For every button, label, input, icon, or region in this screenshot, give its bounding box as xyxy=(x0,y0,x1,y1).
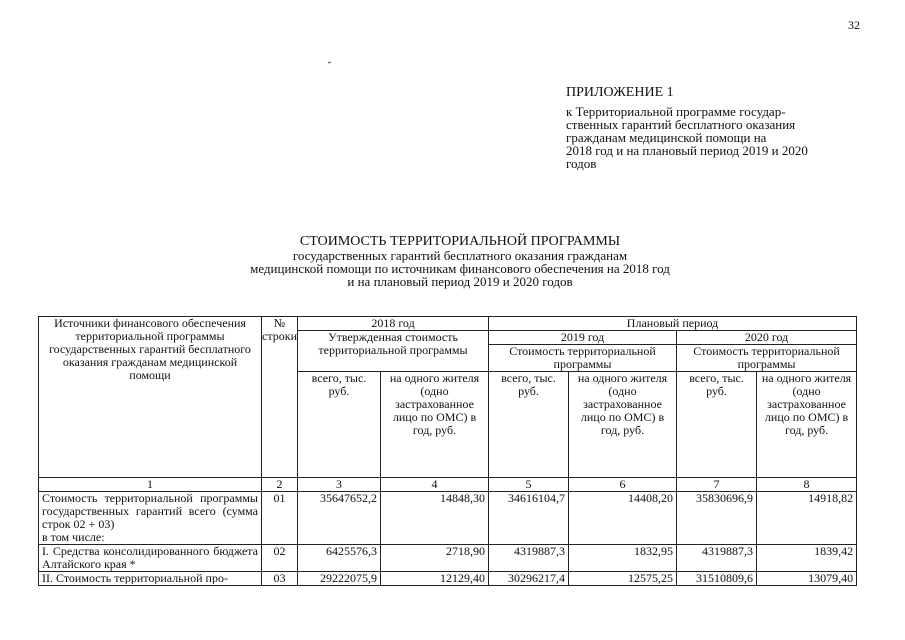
header-per-capita-2018: на одного жителя (одно застрахованное лицо по ОМС) в год, руб. xyxy=(381,372,489,478)
column-number: 7 xyxy=(677,478,757,492)
row-note: в том числе: xyxy=(42,530,105,544)
appendix-line: к Территориальной программе государ- xyxy=(566,104,786,119)
title-line: и на плановый период 2019 и 2020 годов xyxy=(347,274,573,289)
header-cost-2019: Стоимость территориальной программы xyxy=(489,345,677,372)
row-line-number: 01 xyxy=(262,492,298,545)
row-line-number: 02 xyxy=(262,545,298,572)
appendix-block xyxy=(566,86,866,170)
column-number: 3 xyxy=(298,478,381,492)
table-row xyxy=(39,572,857,586)
scan-speck xyxy=(328,62,331,64)
title-line: государственных гарантий бесплатного оказания гражданам xyxy=(292,248,628,263)
header-per-capita-2019: на одного жителя (одно застрахованное лицо по ОМС) в год, руб. xyxy=(569,372,677,478)
cell-2018-total: 29222075,9 xyxy=(298,572,381,586)
cell-2020-total: 4319887,3 xyxy=(677,545,757,572)
cell-2019-total: 34616104,7 xyxy=(489,492,569,545)
header-year-2018: 2018 год xyxy=(298,317,489,331)
cell-2018-per-capita: 14848,30 xyxy=(381,492,489,545)
column-number: 8 xyxy=(757,478,857,492)
title-main: СТОИМОСТЬ ТЕРРИТОРИАЛЬНОЙ ПРОГРАММЫ xyxy=(299,234,621,249)
cell-2019-total: 30296217,4 xyxy=(489,572,569,586)
header-year-2020: 2020 год xyxy=(677,331,857,345)
header-row xyxy=(39,317,857,331)
cell-2020-total: 31510809,6 xyxy=(677,572,757,586)
header-total-2019: всего, тыс. руб. xyxy=(489,372,569,478)
column-number: 1 xyxy=(39,478,262,492)
appendix-heading: ПРИЛОЖЕНИЕ 1 xyxy=(566,85,674,100)
column-number: 5 xyxy=(489,478,569,492)
row-name xyxy=(39,545,262,572)
row-name-text: I. Средства консолидированного бюджета Алтайского края * xyxy=(42,544,258,571)
header-approved-cost: Утвержденная стоимость территориальной программы xyxy=(298,331,489,372)
cost-table xyxy=(38,316,857,586)
table-row xyxy=(39,545,857,572)
header-planned-period: Плановый период xyxy=(489,317,857,331)
cell-2019-per-capita: 12575,25 xyxy=(569,572,677,586)
cell-2019-total: 4319887,3 xyxy=(489,545,569,572)
cell-2019-per-capita: 1832,95 xyxy=(569,545,677,572)
row-name-text: II. Стоимость территориальной про- xyxy=(42,572,228,584)
row-name xyxy=(39,492,262,545)
header-row-number: № строки xyxy=(262,317,298,478)
row-name xyxy=(39,572,262,586)
appendix-line: ственных гарантий бесплатного оказания xyxy=(566,117,796,132)
row-name-text: Стоимость территориальной программы государственных гарантий всего (сумма строк 02 + 03) xyxy=(42,491,258,531)
title-line: медицинской помощи по источникам финансового обеспечения на 2018 год xyxy=(250,261,670,276)
cell-2018-total: 6425576,3 xyxy=(298,545,381,572)
header-sources: Источники финансового обеспечения территориальной программы государственных гарантий бесплатного оказания гражданам медицинской помощи xyxy=(39,317,262,478)
cell-2018-per-capita: 12129,40 xyxy=(381,572,489,586)
cell-2020-total: 35830696,9 xyxy=(677,492,757,545)
cell-2019-per-capita: 14408,20 xyxy=(569,492,677,545)
document-title xyxy=(180,234,740,288)
cell-2018-per-capita: 2718,90 xyxy=(381,545,489,572)
row-line-number: 03 xyxy=(262,572,298,586)
header-total-2020: всего, тыс. руб. xyxy=(677,372,757,478)
column-number: 6 xyxy=(569,478,677,492)
header-cost-2020: Стоимость территориальной программы xyxy=(677,345,857,372)
cell-2020-per-capita: 14918,82 xyxy=(757,492,857,545)
header-year-2019: 2019 год xyxy=(489,331,677,345)
appendix-line: гражданам медицинской помощи на xyxy=(566,130,767,145)
header-total-2018: всего, тыс. руб. xyxy=(298,372,381,478)
table-row xyxy=(39,492,857,545)
column-number: 4 xyxy=(381,478,489,492)
page-number: 32 xyxy=(848,18,860,32)
appendix-line: 2018 год и на плановый период 2019 и 2020 xyxy=(566,143,808,158)
appendix-line: годов xyxy=(566,156,597,171)
cell-2020-per-capita: 13079,40 xyxy=(757,572,857,586)
column-number: 2 xyxy=(262,478,298,492)
column-number-row xyxy=(39,478,857,492)
cell-2020-per-capita: 1839,42 xyxy=(757,545,857,572)
header-per-capita-2020: на одного жителя (одно застрахованное лицо по ОМС) в год, руб. xyxy=(757,372,857,478)
cell-2018-total: 35647652,2 xyxy=(298,492,381,545)
